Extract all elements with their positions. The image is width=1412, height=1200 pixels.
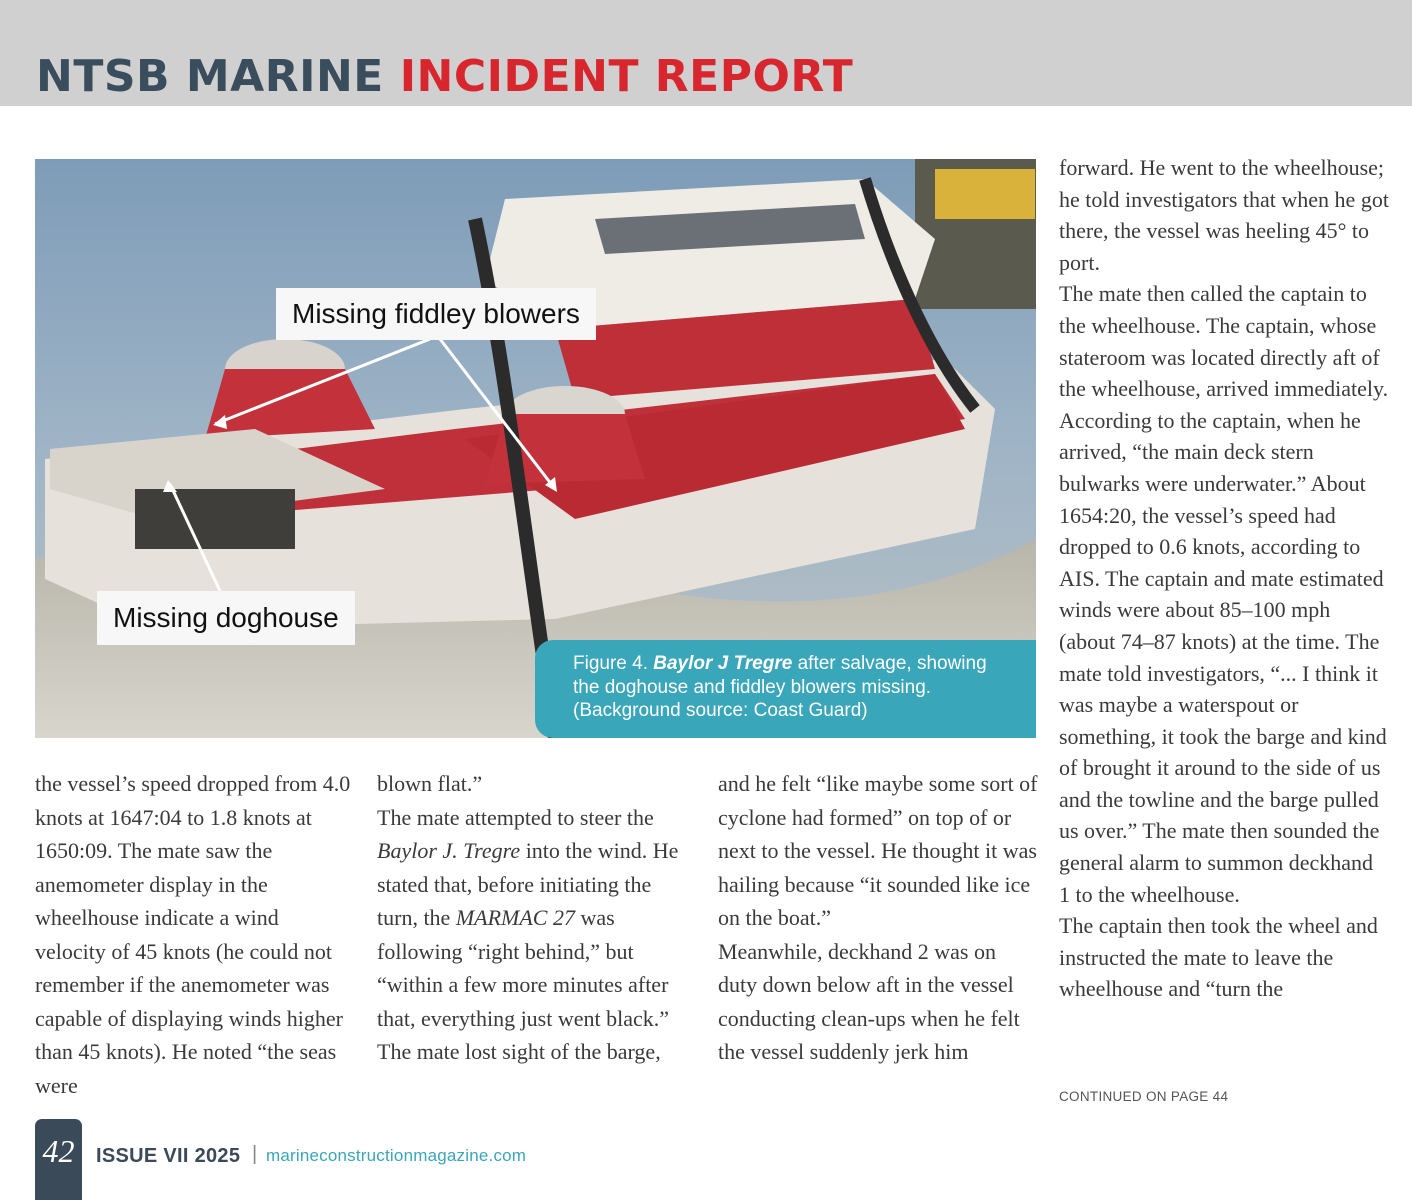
port-stack bbox=[205, 369, 375, 439]
body-column-3 bbox=[718, 767, 1038, 1069]
title-part-1: NTSB MARINE bbox=[36, 51, 384, 102]
page-number-tab bbox=[35, 1119, 82, 1200]
column-3-paragraph-1: and he felt “like maybe some sort of cyclone had formed” on top of or next to the vessel. He thought it was hailing because “it sounded like ice on the boat.” bbox=[718, 771, 1038, 930]
column-2-text-c: was following “right behind,” but “within a few more minutes after that, everything just went black.” The mate lost sight of the barge, bbox=[377, 905, 670, 1064]
vessel-name: Baylor J. Tregre bbox=[377, 838, 521, 863]
title-part-2: INCIDENT REPORT bbox=[399, 51, 854, 102]
body-column-4 bbox=[1059, 152, 1389, 1005]
page-number: 42 bbox=[42, 1133, 75, 1169]
body-column-1 bbox=[35, 767, 355, 1102]
column-2-text-b: into the wind. He stated that, before initiating the turn, the bbox=[377, 838, 679, 930]
figure-caption bbox=[535, 640, 1036, 738]
column-3-paragraph-2: Meanwhile, deckhand 2 was on duty down below aft in the vessel conducting clean-ups when he felt the vessel suddenly jerk him bbox=[718, 938, 1020, 1064]
column-4-paragraph-3: The captain then took the wheel and instructed the mate to leave the wheelhouse and “turn the bbox=[1059, 913, 1378, 1002]
body-column-2 bbox=[377, 767, 695, 1069]
column-4-paragraph-2: The mate then called the captain to the wheelhouse. The captain, whose stateroom was located directly aft of the wheelhouse, arrived immediately. According to the captain, when he arrived, “the main deck stern bulwarks were underwater.” About 1654:20, the vessel’s speed had dropped to 0.6 knots, according to AIS. The captain and mate estimated winds were about 85–100 mph (about 74–87 knots) at the time. The mate told investigators, “... I think it was maybe a waterspout or something, it took the barge and kind of brought it around to the side of us and the towline and the barge pulled us over.” The mate then sounded the general alarm to summon deckhand 1 to the wheelhouse. bbox=[1059, 281, 1389, 907]
continued-note: CONTINUED ON PAGE 44 bbox=[1059, 1089, 1229, 1104]
caption-vessel-name: Baylor J Tregre bbox=[653, 653, 793, 674]
column-4-paragraph-1: forward. He went to the wheelhouse; he told investigators that when he got there, the vessel was heeling 45° to port. bbox=[1059, 155, 1389, 275]
callout-missing-fiddley-blowers: Missing fiddley blowers bbox=[276, 288, 596, 340]
winch bbox=[135, 489, 295, 549]
column-2-text-a: The mate attempted to steer the bbox=[377, 804, 654, 830]
footer-separator: | bbox=[252, 1143, 258, 1165]
barge-name: MARMAC 27 bbox=[455, 905, 575, 930]
column-1-text: the vessel’s speed dropped from 4.0 knots at 1647:04 to 1.8 knots at 1650:09. The mate saw the anemometer display in the wheelhouse indicate a wind velocity of 45 knots (he could not remember if the anemometer was capable of displaying winds higher than 45 knots). He noted “the seas were bbox=[35, 771, 351, 1098]
website-link[interactable]: marineconstructionmagazine.com bbox=[266, 1146, 527, 1165]
issue-label: ISSUE VII 2025 bbox=[96, 1145, 241, 1167]
caption-label: Figure 4. bbox=[573, 653, 648, 674]
section-title bbox=[36, 48, 853, 106]
caption-text: after salvage, showing the doghouse and fiddley blowers missing. (Background source: Coast Guard) bbox=[573, 653, 987, 721]
column-2-paragraph-1: blown flat.” bbox=[377, 771, 483, 796]
callout-missing-doghouse: Missing doghouse bbox=[97, 591, 355, 645]
dock-equipment bbox=[935, 169, 1035, 219]
column-2-paragraph-2 bbox=[377, 801, 695, 1069]
